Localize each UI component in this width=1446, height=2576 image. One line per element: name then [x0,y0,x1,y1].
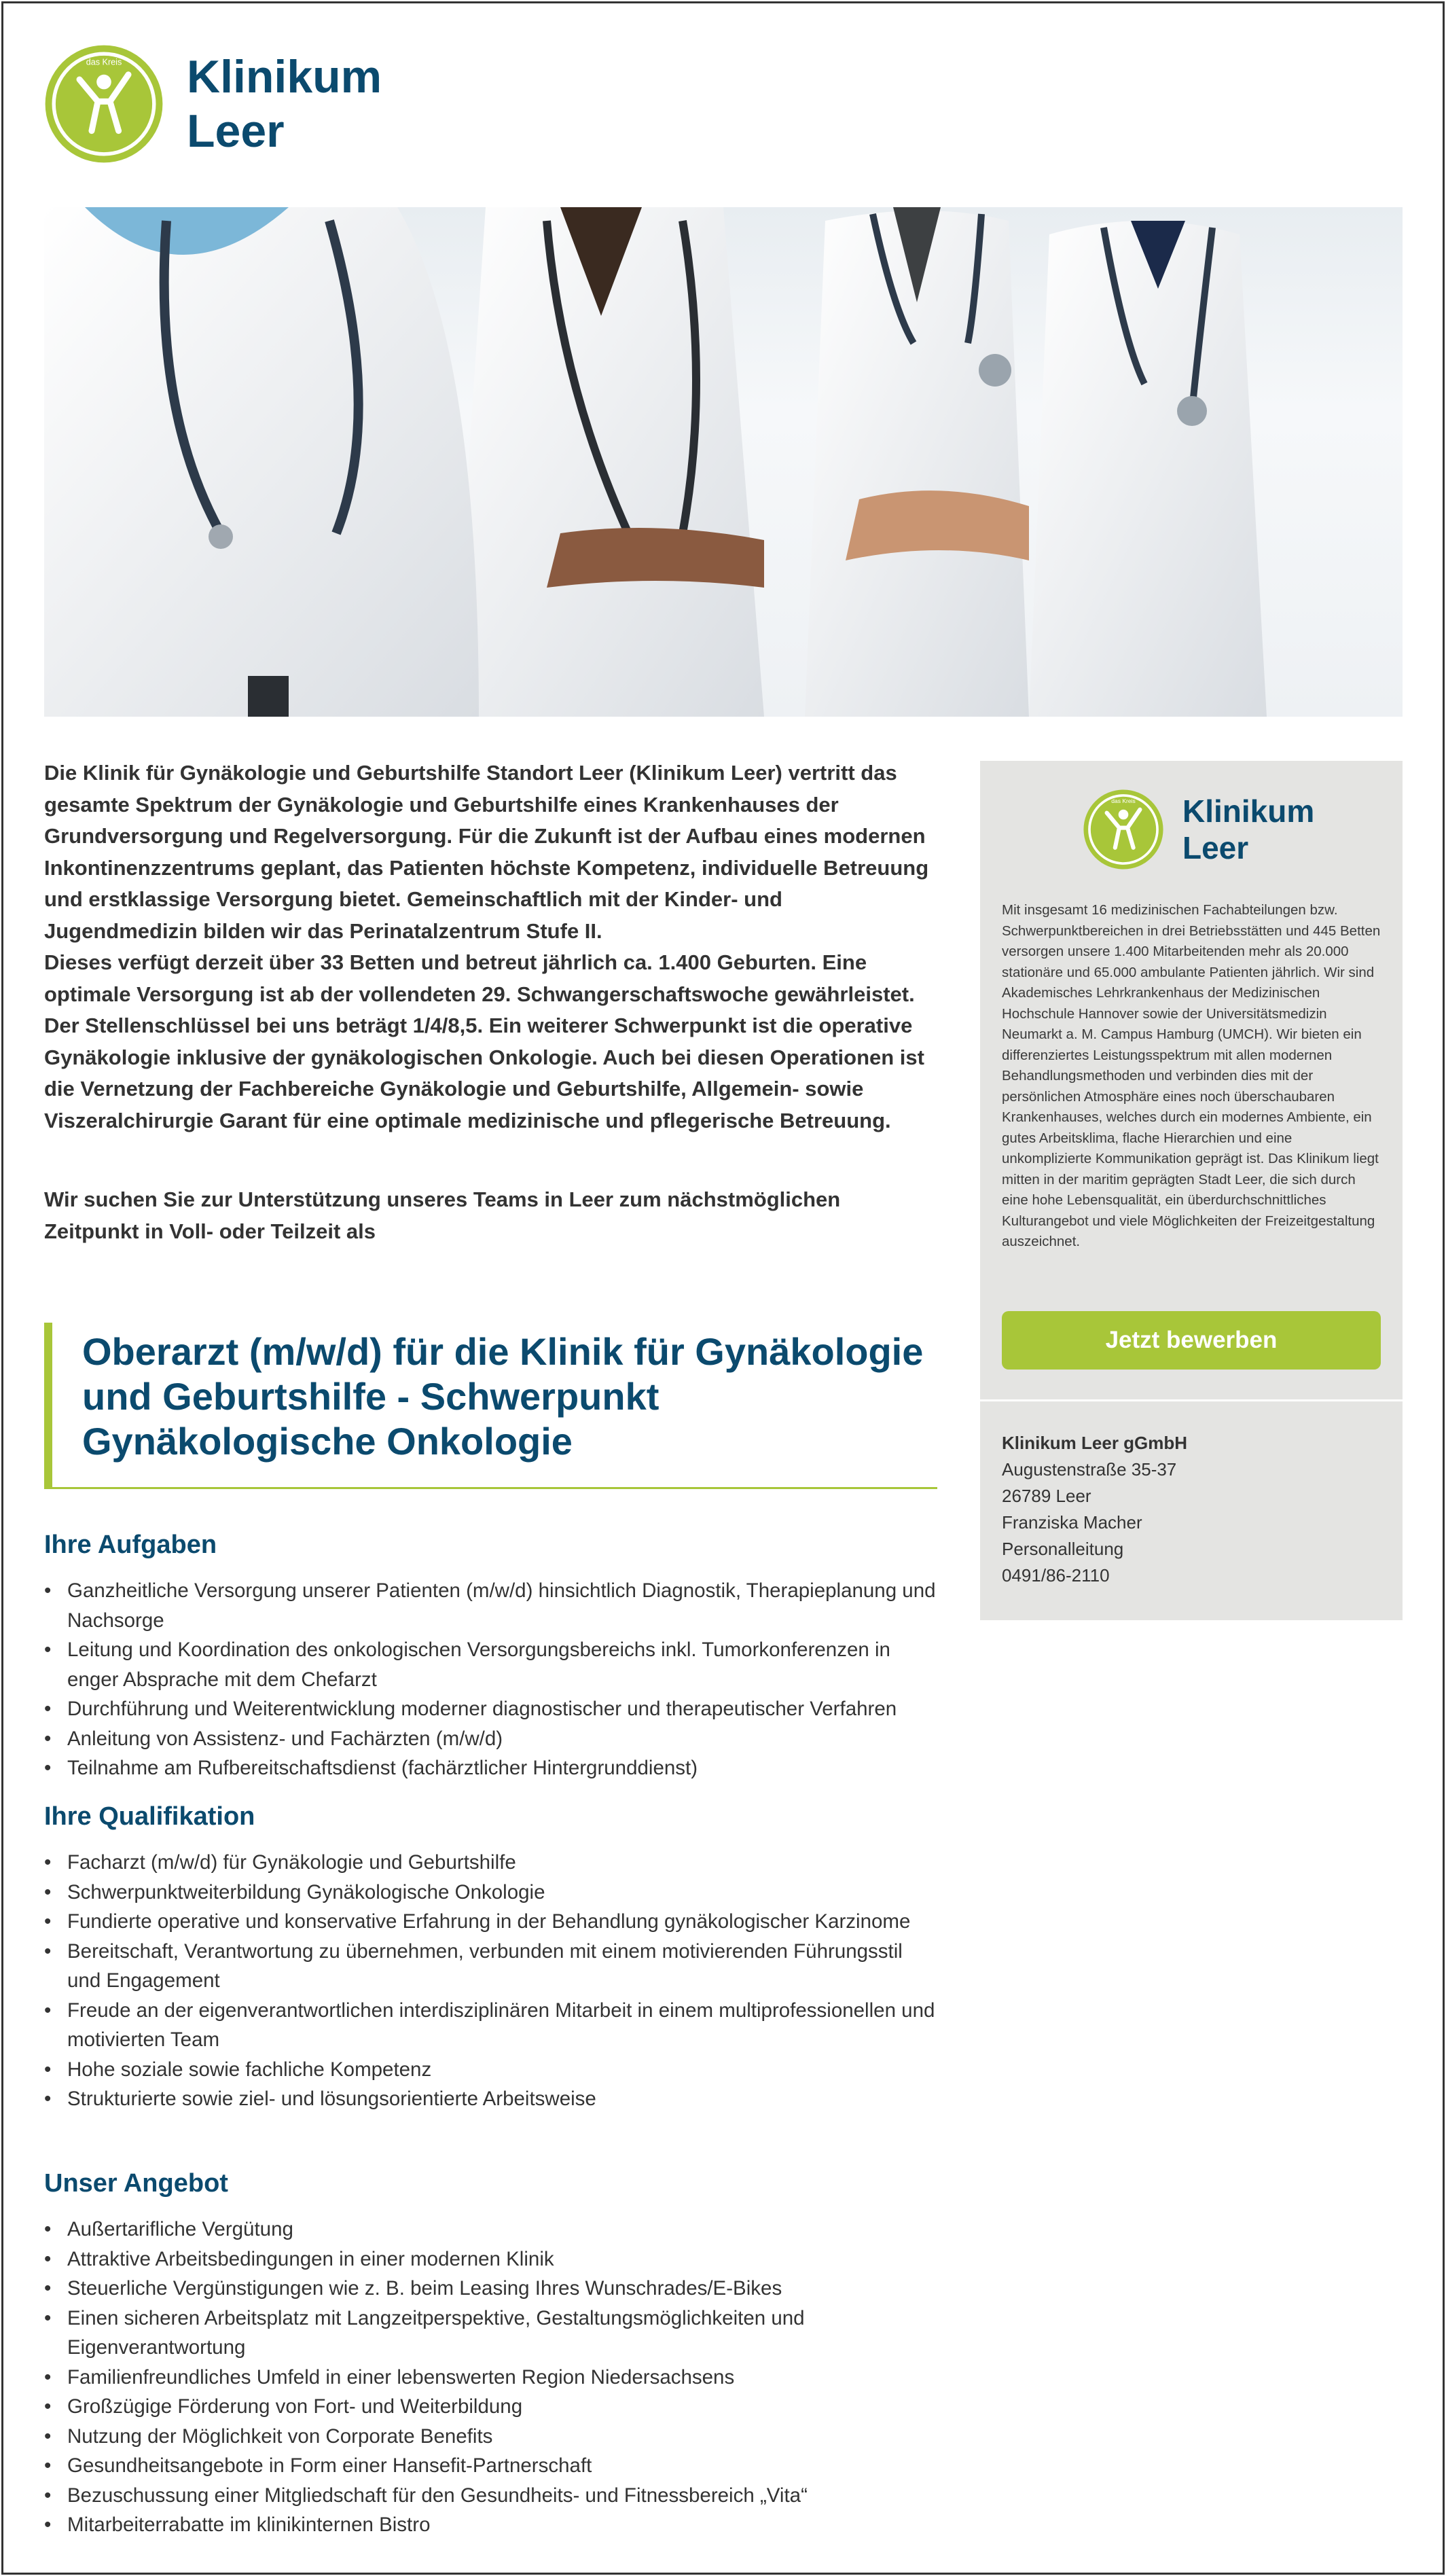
contact-phone[interactable]: 0491/86-2110 [1002,1565,1110,1586]
list-item: • Steuerliche Vergünstigungen wie z. B. beim Leasing Ihres Wunschrades/E-Bikes [44,2274,941,2304]
list-item: • Ganzheitliche Versorgung unserer Patienten (m/w/d) hinsichtlich Diagnostik, Therapieplanung und Nachsorge [44,1576,941,1635]
seeking-statement: Wir suchen Sie zur Unterstützung unseres Teams in Leer zum nächstmöglichen Zeitpunkt in Voll- oder Teilzeit als [44,1187,841,1243]
intro-paragraph: Die Klinik für Gynäkologie und Geburtshilfe Standort Leer (Klinikum Leer) vertritt das gesamte Spektrum der Gynäkologie und Geburtshilfe eines Krankenhauses der Grundversorgung und Regelversorgung. Für die Zukunft ist der Aufbau eines modernen Inkontinenzzentrums geplant, das Patienten höchste Kompetenz, individuelle Betreuung und erstklassige Versorgung bietet. Gemeinschaftlich mit der Kinder- und Jugendmedizin bilden wir das Perinatalzentrum Stufe II. [44,761,929,943]
list-item: • Nutzung der Möglichkeit von Corporate Benefits [44,2422,941,2452]
list-item: • Schwerpunktweiterbildung Gynäkologische Onkologie [44,1878,941,1908]
qualification-list [44,1848,941,2114]
list-item: • Strukturierte sowie ziel- und lösungsorientierte Arbeitsweise [44,2084,941,2114]
sidebar-logo [1082,788,1314,871]
list-item: • Freude an der eigenverantwortlichen interdisziplinären Mitarbeit in einem multiprofessionellen und motivierten Team [44,1996,941,2055]
logo-line-1: Klinikum [187,51,382,103]
tasks-heading: Ihre Aufgaben [44,1531,217,1559]
offer-heading: Unser Angebot [44,2169,228,2198]
tasks-list [44,1576,941,1783]
intro-paragraph-2: Dieses verfügt derzeit über 33 Betten und betreut jährlich ca. 1.400 Geburten. Eine optimale Versorgung ist ab der vollendeten 29. Schwangerschaftswoche gewährleistet. Der Stellenschlüssel bei uns beträgt 1/4/8,5. Ein weiterer Schwerpunkt ist die operative Gynäkologie inklusive der gynäkologischen Onkologie. Auch bei diesen Operationen ist die Vernetzung der Fachbereiche Gynäkologie und Geburtshilfe, Allgemein- sowie Viszeralchirurgie Garant für eine optimale medizinische und pflegerische Betreuung. [44,950,924,1132]
contact-city: 26789 Leer [1002,1486,1091,1506]
list-item: • Einen sicheren Arbeitsplatz mit Langzeitperspektive, Gestaltungsmöglichkeiten und Eigenverantwortung [44,2304,941,2363]
apply-button[interactable]: Jetzt bewerben [1002,1311,1381,1370]
logo-badge-text: das Kreis [1111,797,1136,804]
list-item: • Mitarbeiterrabatte im klinikinternen Bistro [44,2510,941,2540]
list-item: • Attraktive Arbeitsbedingungen in einer modernen Klinik [44,2244,941,2274]
list-item: • Facharzt (m/w/d) für Gynäkologie und Geburtshilfe [44,1848,941,1878]
list-item: • Großzügige Förderung von Fort- und Weiterbildung [44,2392,941,2422]
contact-role: Personalleitung [1002,1539,1124,1559]
sidebar-logo-line-2: Leer [1182,830,1249,865]
job-title: Oberarzt (m/w/d) für die Klinik für Gynäkologie und Geburtshilfe - Schwerpunkt Gynäkologische Onkologie [82,1330,924,1463]
qualification-heading: Ihre Qualifikation [44,1802,255,1831]
offer-list [44,2215,941,2540]
main-column [44,757,941,1247]
list-item: • Familienfreundliches Umfeld in einer lebenswerten Region Niedersachsens [44,2363,941,2393]
list-item: • Außertarifliche Vergütung [44,2215,941,2244]
list-item: • Leitung und Koordination des onkologischen Versorgungsbereichs inkl. Tumorkonferenzen in enger Absprache mit dem Chefarzt [44,1635,941,1694]
logo-badge-text: das Kreis [86,57,122,67]
sidebar-divider [980,1399,1403,1401]
hero-image [44,207,1403,717]
qualification-section [44,1800,941,2114]
contact-street: Augustenstraße 35-37 [1002,1459,1177,1480]
list-item: • Gesundheitsangebote in Form einer Hansefit-Partnerschaft [44,2451,941,2481]
logo-emblem-icon [1082,788,1165,871]
list-item: • Teilnahme am Rufbereitschaftsdienst (fachärztlicher Hintergrunddienst) [44,1753,941,1783]
logo-emblem-icon [43,43,165,165]
klinikum-leer-logo [43,43,382,165]
intro-text [44,757,941,1137]
tasks-section [44,1528,941,1783]
job-ad-page [1,1,1445,2575]
offer-section [44,2167,941,2540]
contact-person: Franziska Macher [1002,1512,1142,1533]
logo-line-2: Leer [187,105,285,157]
list-item: • Bezuschussung einer Mitgliedschaft für den Gesundheits- und Fitnessbereich „Vita“ [44,2481,941,2511]
sidebar [980,761,1403,1620]
list-item: • Bereitschaft, Verantwortung zu übernehmen, verbunden mit einem motivierenden Führungsstil und Engagement [44,1937,941,1996]
list-item: • Fundierte operative und konservative Erfahrung in der Behandlung gynäkologischer Karzinome [44,1907,941,1937]
contact-block [1002,1430,1382,1589]
job-title-box [44,1323,937,1489]
list-item: • Anleitung von Assistenz- und Fachärzten (m/w/d) [44,1724,941,1754]
doctors-illustration [44,207,1403,717]
list-item: • Hohe soziale sowie fachliche Kompetenz [44,2055,941,2085]
list-item: • Durchführung und Weiterentwicklung moderner diagnostischer und therapeutischer Verfahren [44,1694,941,1724]
sidebar-logo-line-1: Klinikum [1182,793,1315,829]
about-text: Mit insgesamt 16 medizinischen Fachabteilungen bzw. Schwerpunktbereichen in drei Betriebsstätten und 445 Betten versorgen unsere 1.400 Mitarbeitenden mehr als 20.000 stationäre und 65.000 ambulante Patienten jährlich. Wir sind Akademisches Lehrkrankenhaus der Medizinischen Hochschule Hannover sowie der Universitätsmedizin Neumarkt a. M. Campus Hamburg (UMCH). Wir bieten ein differenziertes Leistungsspektrum mit allen modernen Behandlungsmethoden und verbinden dies mit der persönlichen Atmosphäre eines noch überschaubaren Krankenhauses, welches durch ein modernes Ambiente, ein gutes Arbeitsklima, flache Hierarchien und eine unkomplizierte Kommunikation geprägt ist. Das Klinikum liegt mitten in der maritim geprägten Stadt Leer, die sich durch eine hohe Lebensqualität, ein überdurchschnittliches Kulturangebot und viele Möglichkeiten der Freizeitgestaltung auszeichnet. [1002,902,1381,1249]
contact-company: Klinikum Leer gGmbH [1002,1433,1188,1453]
